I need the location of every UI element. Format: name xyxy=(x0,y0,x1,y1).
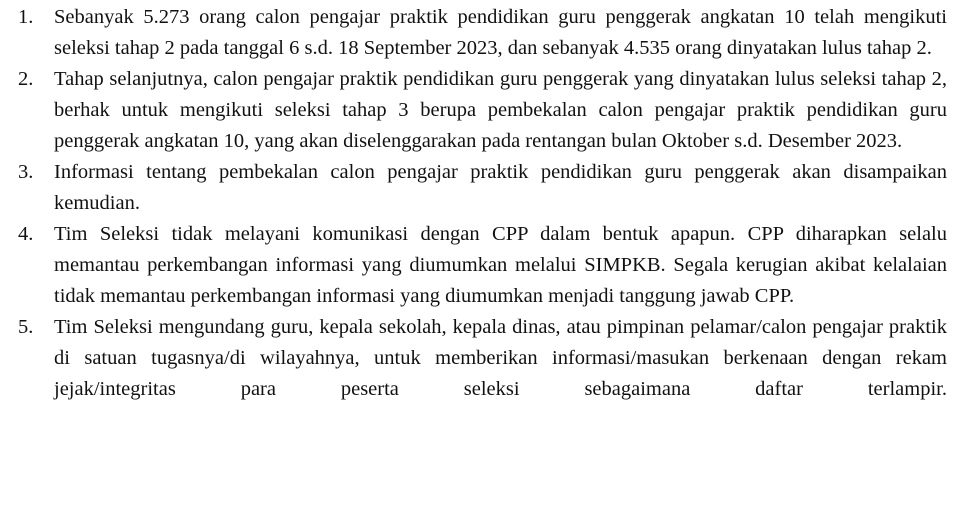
list-item-number: 1. xyxy=(18,6,34,28)
list-item xyxy=(18,64,947,157)
list-item xyxy=(18,312,947,405)
list-item xyxy=(18,219,947,312)
list-item-number: 2. xyxy=(18,68,34,90)
list-item-number: 5. xyxy=(18,316,34,338)
list-item-text: Sebanyak 5.273 orang calon pengajar praktik pendidikan guru penggerak angkatan 10 telah mengikuti seleksi tahap 2 pada tanggal 6 s.d. 18 September 2023, dan sebanyak 4.535 orang dinyatakan lulus tahap 2. xyxy=(54,6,947,59)
list-item-text: Tim Seleksi tidak melayani komunikasi dengan CPP dalam bentuk apapun. CPP diharapkan selalu memantau perkembangan informasi yang diumumkan melalui SIMPKB. Segala kerugian akibat kelalaian tidak memantau perkembangan informasi yang diumumkan menjadi tanggung jawab CPP. xyxy=(54,223,947,307)
list-item-text: Tim Seleksi mengundang guru, kepala sekolah, kepala dinas, atau pimpinan pelamar/calon pengajar praktik di satuan tugasnya/di wilayahnya, untuk memberikan informasi/masukan berkenaan dengan rekam jejak/integritas para peserta seleksi sebagaimana daftar terlampir. xyxy=(54,316,947,400)
list-item-text: Tahap selanjutnya, calon pengajar praktik pendidikan guru penggerak yang dinyatakan lulus seleksi tahap 2, berhak untuk mengikuti seleksi tahap 3 berupa pembekalan calon pengajar praktik pendidikan guru penggerak angkatan 10, yang akan diselenggarakan pada rentangan bulan Oktober s.d. Desember 2023. xyxy=(54,68,947,152)
list-item xyxy=(18,2,947,64)
list-item-number: 4. xyxy=(18,223,34,245)
list-item-text: Informasi tentang pembekalan calon pengajar praktik pendidikan guru penggerak akan disampaikan kemudian. xyxy=(54,161,947,214)
list-item xyxy=(18,157,947,219)
list-item-number: 3. xyxy=(18,161,34,183)
numbered-list xyxy=(18,2,947,405)
